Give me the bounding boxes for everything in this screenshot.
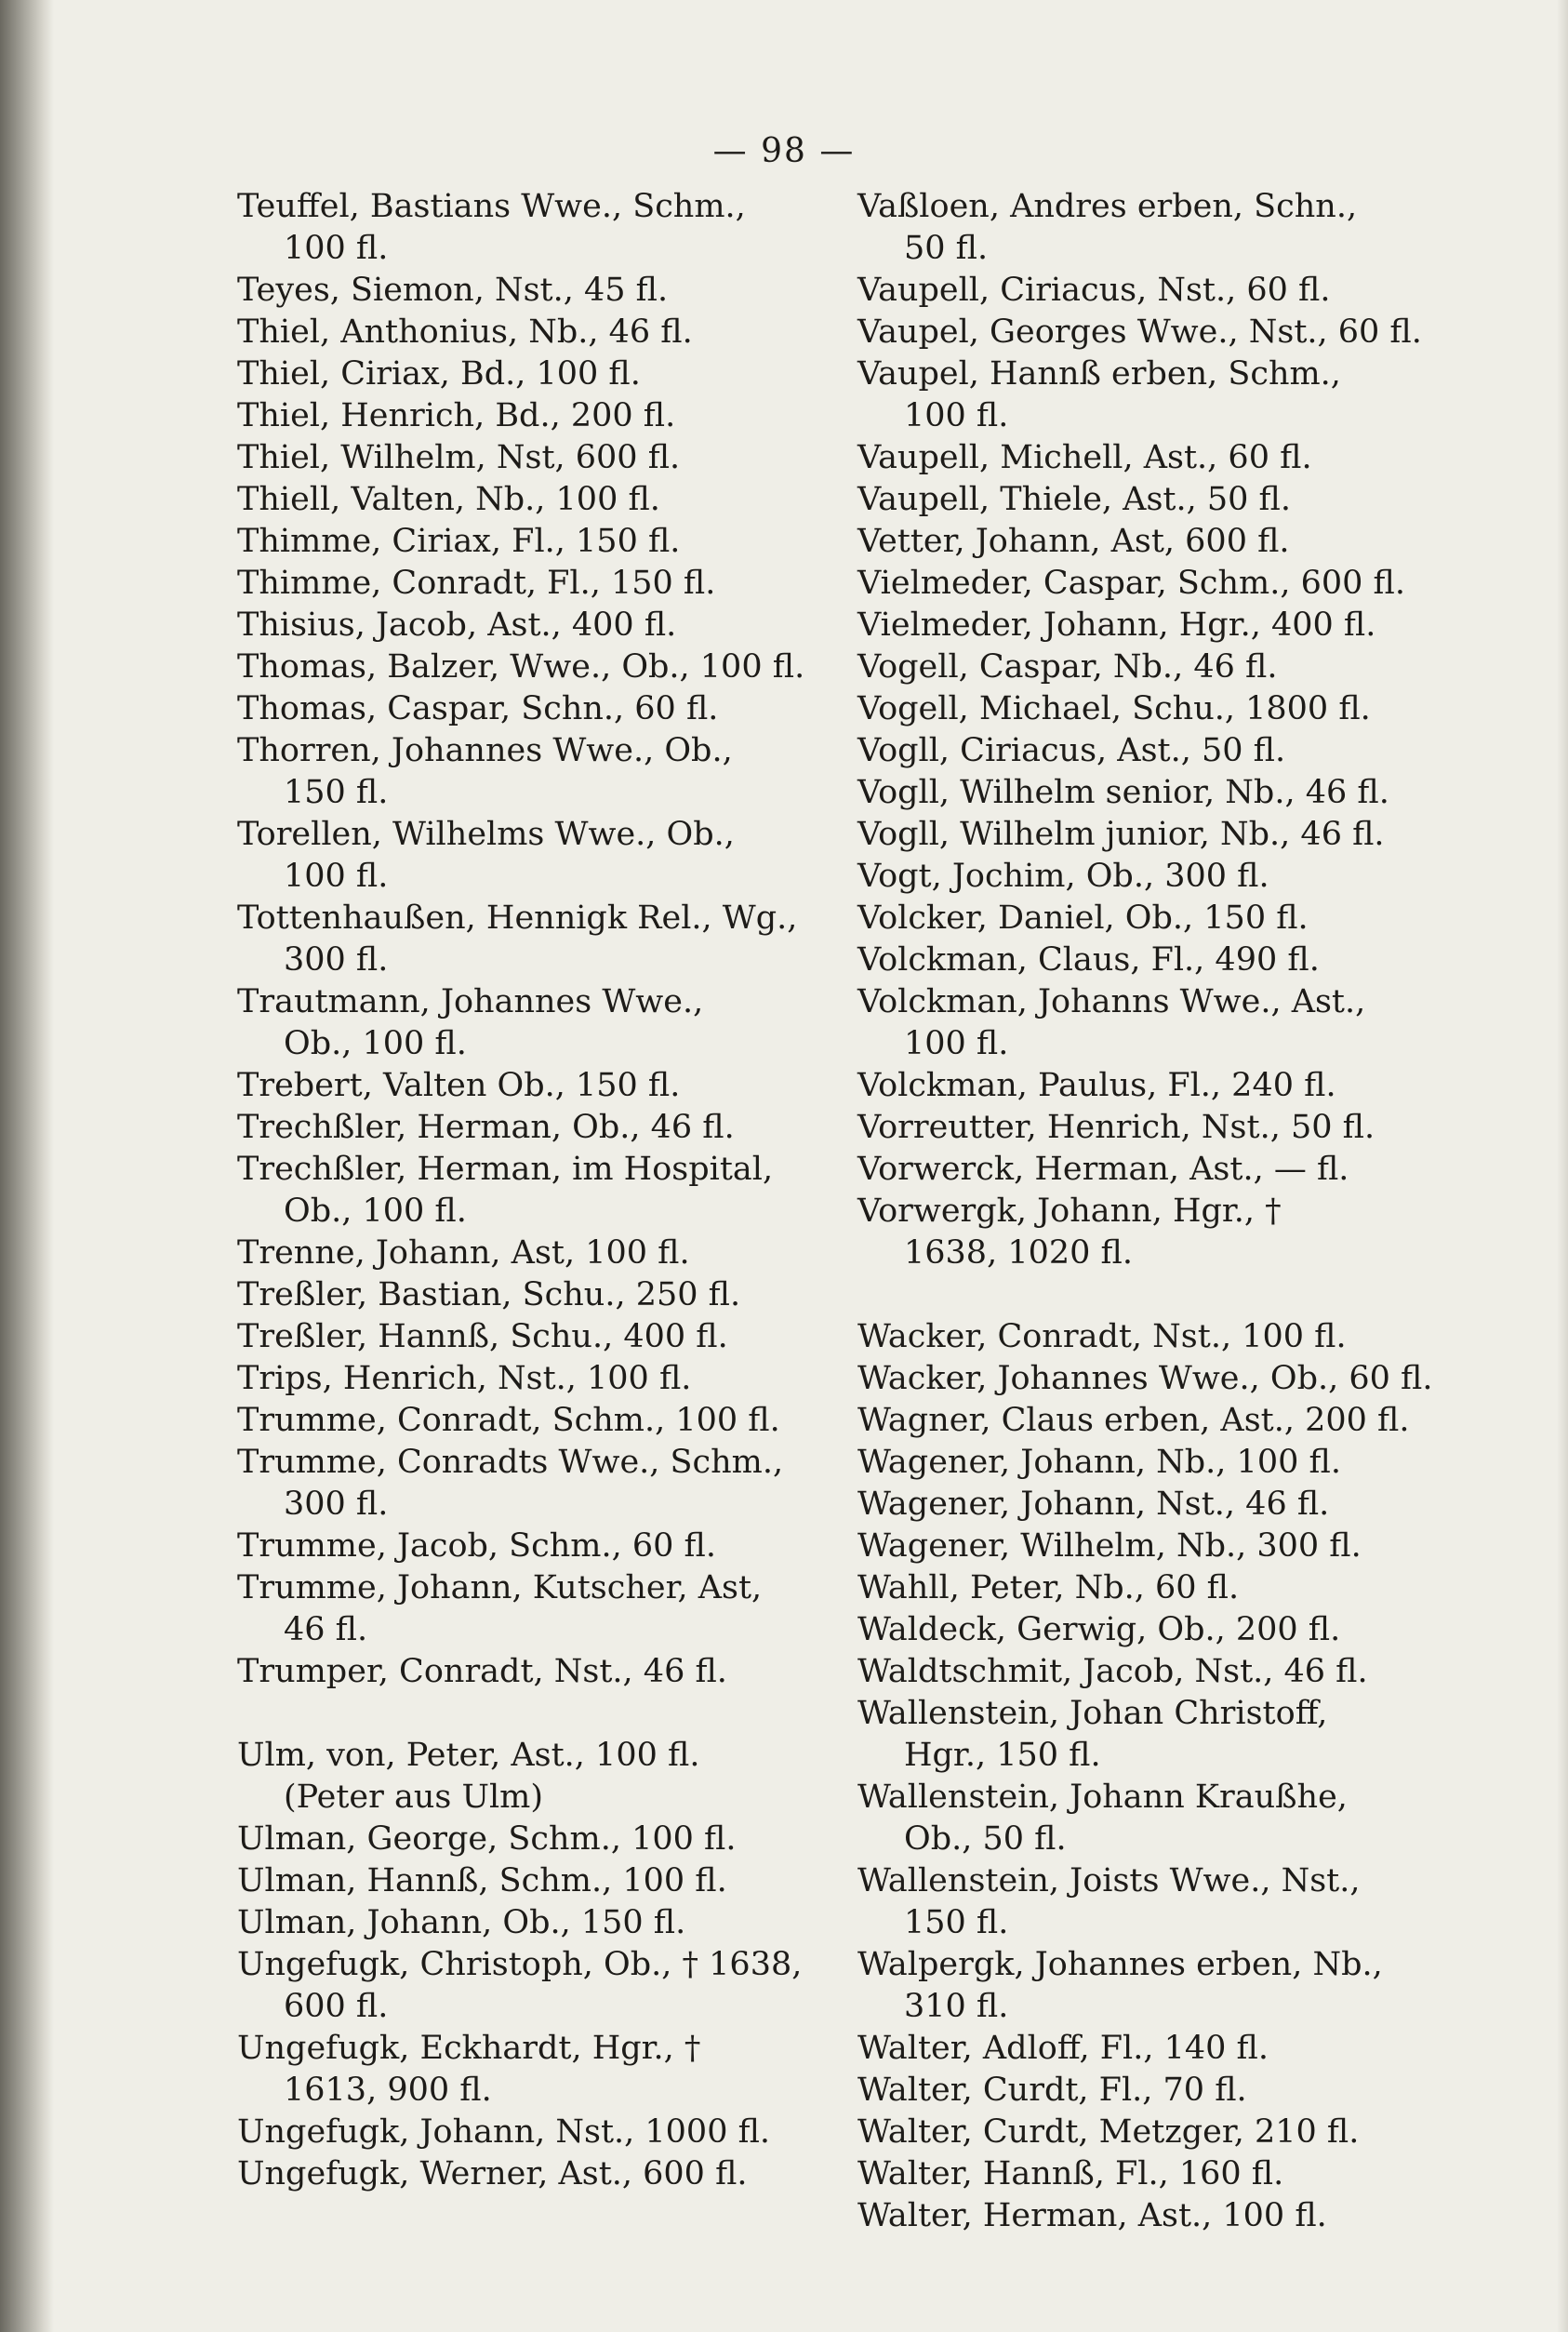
register-entry: Walter, Curdt, Metzger, 210 fl. — [857, 2113, 1360, 2151]
register-entry: Vaupell, Ciriacus, Nst., 60 fl. — [857, 272, 1331, 309]
register-entry: Ulman, Hannß, Schm., 100 fl. — [237, 1862, 727, 1899]
register-entry: Volckman, Johanns Wwe., Ast., 100 fl. — [857, 983, 1366, 1062]
register-entry: Ulman, George, Schm., 100 fl. — [237, 1820, 737, 1858]
register-entry: Trebert, Valten Ob., 150 fl. — [237, 1067, 681, 1104]
register-entry: Wagener, Johann, Nb., 100 fl. — [857, 1444, 1341, 1481]
register-entry: Ulman, Johann, Ob., 150 fl. — [237, 1904, 686, 1941]
register-entry: Vogt, Jochim, Ob., 300 fl. — [857, 858, 1269, 895]
register-entry: Wagener, Johann, Nst., 46 fl. — [857, 1486, 1330, 1523]
book-gutter-shadow — [0, 0, 54, 2332]
register-entry: Vetter, Johann, Ast, 600 fl. — [857, 523, 1290, 560]
register-entry: Waldeck, Gerwig, Ob., 200 fl. — [857, 1611, 1341, 1648]
register-entry: Wagner, Claus erben, Ast., 200 fl. — [857, 1402, 1410, 1439]
register-entry: Ungefugk, Werner, Ast., 600 fl. — [237, 2155, 748, 2192]
page-number: — 98 — — [712, 132, 856, 170]
register-entry: Teuffel, Bastians Wwe., Schm., 100 fl. — [237, 188, 746, 267]
register-entry: Trechßler, Herman, Ob., 46 fl. — [237, 1109, 735, 1146]
register-entry: Thiel, Wilhelm, Nst, 600 fl. — [237, 439, 681, 476]
register-entry: Volckman, Paulus, Fl., 240 fl. — [857, 1067, 1336, 1104]
register-entry: Trumme, Conradts Wwe., Schm., 300 fl. — [237, 1444, 784, 1523]
register-entry: Teyes, Siemon, Nst., 45 fl. — [237, 272, 669, 309]
register-entry: Thimme, Conradt, Fl., 150 fl. — [237, 565, 716, 602]
register-entry: Vaupell, Michell, Ast., 60 fl. — [857, 439, 1312, 476]
register-entry: Vorreutter, Henrich, Nst., 50 fl. — [857, 1109, 1375, 1146]
register-entry: Wallenstein, Joists Wwe., Nst., 150 fl. — [857, 1862, 1361, 1941]
register-entry: Wallenstein, Johan Christoff, Hgr., 150 fl. — [857, 1695, 1328, 1774]
register-entry: Volckman, Claus, Fl., 490 fl. — [857, 941, 1320, 979]
register-entry: Ungefugk, Christoph, Ob., † 1638, 600 fl. — [237, 1946, 803, 2025]
register-entry: Treßler, Hannß, Schu., 400 fl. — [237, 1318, 728, 1355]
left-column — [237, 186, 888, 2195]
register-entry: Walter, Hannß, Fl., 160 fl. — [857, 2155, 1284, 2192]
page-edge — [1557, 0, 1568, 2332]
register-entry: Walter, Herman, Ast., 100 fl. — [857, 2197, 1327, 2234]
register-entry: Vogell, Caspar, Nb., 46 fl. — [857, 648, 1278, 686]
register-entry: Thomas, Caspar, Schn., 60 fl. — [237, 690, 719, 727]
section-spacer — [237, 1693, 888, 1735]
register-entry: Trenne, Johann, Ast, 100 fl. — [237, 1234, 690, 1272]
register-entry: Wacker, Conradt, Nst., 100 fl. — [857, 1318, 1347, 1355]
register-entry: Vogll, Wilhelm senior, Nb., 46 fl. — [857, 774, 1389, 811]
register-entry: Trumme, Johann, Kutscher, Ast, 46 fl. — [237, 1569, 763, 1648]
register-entry: Vaupel, Hannß erben, Schm., 100 fl. — [857, 355, 1341, 434]
register-entry: Thisius, Jacob, Ast., 400 fl. — [237, 606, 677, 644]
register-entry: Tottenhaußen, Hennigk Rel., Wg., 300 fl. — [237, 899, 798, 979]
register-entry: Thiel, Henrich, Bd., 200 fl. — [237, 397, 676, 434]
register-entry: Vielmeder, Johann, Hgr., 400 fl. — [857, 606, 1376, 644]
register-entry: Trechßler, Herman, im Hospital, Ob., 100 fl. — [237, 1151, 774, 1230]
register-entry: Treßler, Bastian, Schu., 250 fl. — [237, 1276, 741, 1313]
register-entry: Wagener, Wilhelm, Nb., 300 fl. — [857, 1527, 1362, 1565]
section-spacer — [857, 1274, 1508, 1316]
register-entry: Waldtschmit, Jacob, Nst., 46 fl. — [857, 1653, 1368, 1690]
right-column — [857, 186, 1508, 2237]
register-entry: Walter, Adloff, Fl., 140 fl. — [857, 2030, 1269, 2067]
register-entry: Wallenstein, Johann Kraußhe, Ob., 50 fl. — [857, 1779, 1348, 1858]
register-entry: Volcker, Daniel, Ob., 150 fl. — [857, 899, 1309, 937]
register-entry: Vogell, Michael, Schu., 1800 fl. — [857, 690, 1371, 727]
register-entry: Thiel, Ciriax, Bd., 100 fl. — [237, 355, 641, 393]
register-entry: Vogll, Ciriacus, Ast., 50 fl. — [857, 732, 1286, 769]
register-entry: Vorwergk, Johann, Hgr., † 1638, 1020 fl. — [857, 1193, 1282, 1272]
register-entry: Vogll, Wilhelm junior, Nb., 46 fl. — [857, 816, 1385, 853]
register-entry: Thomas, Balzer, Wwe., Ob., 100 fl. — [237, 648, 805, 686]
register-entry: Trips, Henrich, Nst., 100 fl. — [237, 1360, 692, 1397]
register-entry: Ungefugk, Eckhardt, Hgr., † 1613, 900 fl. — [237, 2030, 701, 2109]
register-entry: Trumper, Conradt, Nst., 46 fl. — [237, 1653, 727, 1690]
register-entry: Ungefugk, Johann, Nst., 1000 fl. — [237, 2113, 771, 2151]
register-entry: Wahll, Peter, Nb., 60 fl. — [857, 1569, 1240, 1606]
register-entry: Wacker, Johannes Wwe., Ob., 60 fl. — [857, 1360, 1433, 1397]
register-entry: Trumme, Jacob, Schm., 60 fl. — [237, 1527, 717, 1565]
register-entry: Vorwerck, Herman, Ast., — fl. — [857, 1151, 1349, 1188]
register-entry: Vaupell, Thiele, Ast., 50 fl. — [857, 481, 1291, 518]
register-entry: Walpergk, Johannes erben, Nb., 310 fl. — [857, 1946, 1383, 2025]
register-entry: Vielmeder, Caspar, Schm., 600 fl. — [857, 565, 1406, 602]
register-entry: Ulm, von, Peter, Ast., 100 fl. (Peter aus Ulm) — [237, 1737, 700, 1816]
register-entry: Walter, Curdt, Fl., 70 fl. — [857, 2072, 1247, 2109]
register-entry: Torellen, Wilhelms Wwe., Ob., 100 fl. — [237, 816, 735, 895]
register-entry: Trumme, Conradt, Schm., 100 fl. — [237, 1402, 780, 1439]
register-entry: Trautmann, Johannes Wwe., Ob., 100 fl. — [237, 983, 704, 1062]
register-entry: Thiel, Anthonius, Nb., 46 fl. — [237, 313, 693, 351]
register-entry: Thorren, Johannes Wwe., Ob., 150 fl. — [237, 732, 733, 811]
register-entry: Vaupel, Georges Wwe., Nst., 60 fl. — [857, 313, 1422, 351]
register-entry: Vaßloen, Andres erben, Schn., 50 fl. — [857, 188, 1358, 267]
register-entry: Thimme, Ciriax, Fl., 150 fl. — [237, 523, 681, 560]
register-entry: Thiell, Valten, Nb., 100 fl. — [237, 481, 660, 518]
